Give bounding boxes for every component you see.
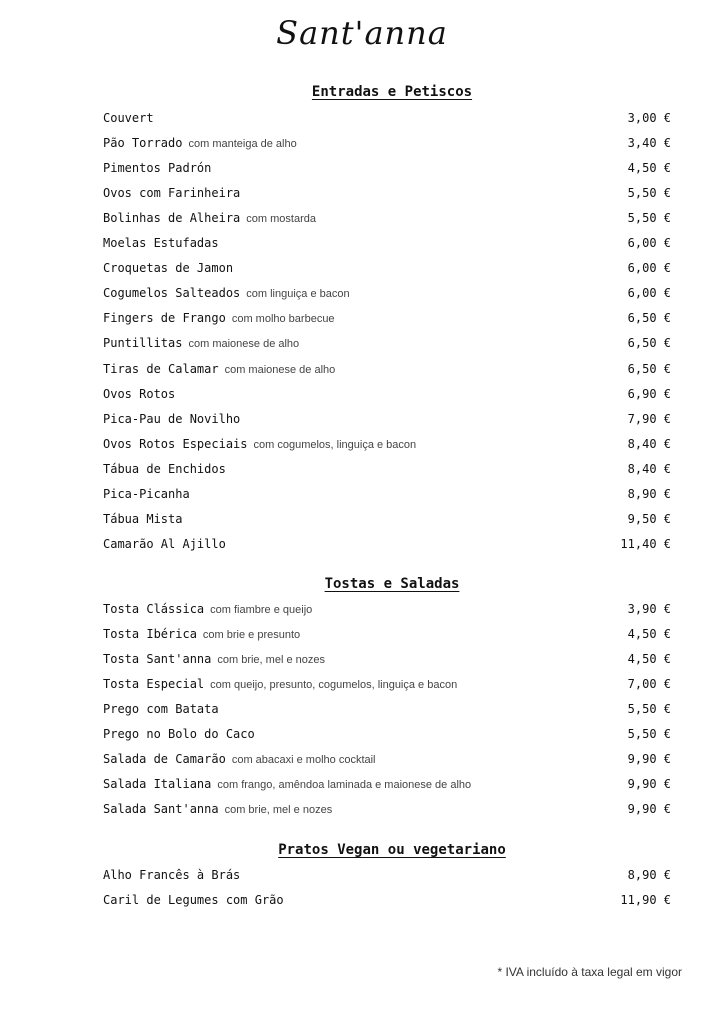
menu-item-name: Pica-Pau de Novilho (103, 411, 241, 426)
menu-item-name: Bolinhas de Alheira (103, 211, 241, 226)
vat-footnote: * IVA incluído à taxa legal em vigor (497, 965, 682, 979)
menu-item-name: Ovos Rotos Especiais (103, 436, 248, 451)
menu-item-name: Cogumelos Salteados (103, 286, 241, 301)
menu-item-text (103, 161, 211, 175)
menu-item-name: Tosta Especial (103, 677, 205, 692)
menu-item (103, 652, 671, 670)
menu-item-text (103, 627, 300, 641)
menu-item-description: com fiambre e queijo (210, 604, 313, 616)
menu-item-text (103, 211, 316, 225)
menu-item-text (103, 537, 226, 551)
menu-item-price: 5,50 € (627, 727, 671, 742)
menu-item (103, 111, 671, 129)
menu-item-price: 9,90 € (627, 802, 671, 817)
menu-item (103, 727, 671, 745)
menu-item (103, 702, 671, 720)
menu-item-text (103, 236, 219, 250)
menu-item-name: Camarão Al Ajillo (103, 536, 226, 551)
menu-item-text (103, 336, 299, 350)
menu-item-description: com linguiça e bacon (246, 288, 350, 301)
menu-item-price: 8,40 € (627, 436, 671, 451)
menu-item-name: Tosta Clássica (103, 602, 205, 616)
menu-item-name: Croquetas de Jamon (103, 261, 234, 276)
menu-item-text (103, 136, 297, 150)
menu-item-name: Salada Sant'anna (103, 802, 219, 817)
menu-item-description: com molho barbecue (231, 313, 335, 326)
menu-item-name: Caril de Legumes com Grão (103, 893, 284, 908)
menu-item-name: Salada Italiana (103, 777, 212, 792)
menu-item-description: com cogumelos, linguiça e bacon (253, 438, 417, 451)
menu-item (103, 311, 671, 329)
menu-item-text (103, 261, 233, 275)
menu-item-price: 7,00 € (627, 677, 671, 692)
menu-item-text (103, 602, 312, 616)
menu-item-text (103, 512, 182, 526)
menu-item (103, 487, 671, 505)
menu-item-text (103, 893, 284, 907)
section-title-vegan: Pratos Vegan ou vegetariano (278, 842, 506, 858)
menu-item-description: com abacaxi e molho cocktail (231, 754, 376, 767)
menu-item-price: 8,40 € (627, 461, 671, 476)
menu-item-text (103, 437, 416, 451)
menu-item-description: com frango, amêndoa laminada e maionese de alho (217, 779, 472, 792)
menu-item (103, 412, 671, 430)
menu-item-name: Pimentos Padrón (103, 161, 212, 176)
menu-item-text (103, 412, 240, 426)
menu-item (103, 512, 671, 530)
menu-item (103, 893, 671, 911)
menu-item-name: Salada de Camarão (103, 752, 226, 767)
menu-item-price: 6,00 € (627, 261, 671, 276)
menu-item (103, 387, 671, 405)
menu-item (103, 437, 671, 455)
menu-item-price: 6,50 € (627, 336, 671, 351)
menu-item (103, 286, 671, 304)
menu-item (103, 802, 671, 820)
menu-item-price: 7,90 € (627, 411, 671, 426)
menu-item-text (103, 802, 332, 816)
menu-item-text (103, 387, 175, 401)
menu-item-price: 5,50 € (627, 186, 671, 201)
menu-item-name: Moelas Estufadas (103, 236, 219, 251)
section-title-entradas: Entradas e Petiscos (311, 84, 473, 100)
menu-item-description: com maionese de alho (224, 363, 336, 376)
menu-item-price: 5,50 € (627, 211, 671, 226)
menu-item-price: 3,00 € (627, 111, 671, 125)
menu-item-description: com queijo, presunto, cogumelos, linguiça e bacon (210, 679, 458, 692)
menu-item (103, 136, 671, 154)
menu-item-name: Tábua de Enchidos (103, 461, 226, 476)
menu-item-text (103, 311, 335, 325)
menu-item-name: Prego no Bolo do Caco (103, 727, 255, 742)
menu-item-name: Tiras de Calamar (103, 361, 219, 376)
menu-item-text (103, 487, 190, 501)
menu-item (103, 261, 671, 279)
menu-item-price: 6,00 € (627, 286, 671, 301)
menu-item-text (103, 677, 457, 691)
menu-item (103, 677, 671, 695)
menu-item-description: com mostarda (246, 213, 316, 226)
menu-item-price: 8,90 € (627, 868, 671, 882)
menu-item (103, 161, 671, 179)
menu-item-price: 11,90 € (620, 893, 671, 908)
menu-item-text (103, 868, 240, 882)
menu-item-price: 3,90 € (627, 602, 671, 616)
menu-item-price: 6,50 € (627, 361, 671, 376)
menu-item-name: Pica-Picanha (103, 486, 190, 501)
menu-item-text (103, 777, 471, 791)
section-title-tostas: Tostas e Saladas (324, 576, 460, 592)
menu-item-name: Alho Francês à Brás (103, 868, 241, 882)
menu-item-description: com brie, mel e nozes (217, 654, 325, 667)
menu-item-price: 6,50 € (627, 311, 671, 326)
menu-item (103, 752, 671, 770)
menu-item-text (103, 702, 219, 716)
menu-item-name: Fingers de Frango (103, 311, 226, 326)
menu-item (103, 462, 671, 480)
menu-item-text (103, 286, 350, 300)
menu-item-text (103, 362, 335, 376)
menu-item-price: 6,90 € (627, 386, 671, 401)
menu-item-description: com brie, mel e nozes (224, 804, 333, 817)
menu-item (103, 186, 671, 204)
menu-item-text (103, 752, 376, 766)
menu-item-name: Prego com Batata (103, 702, 219, 717)
menu-item-text (103, 111, 154, 125)
menu-item (103, 627, 671, 645)
menu-item-name: Ovos com Farinheira (103, 186, 241, 201)
menu-item (103, 236, 671, 254)
menu-item-text (103, 462, 226, 476)
menu-item-name: Tábua Mista (103, 511, 183, 526)
menu-item (103, 777, 671, 795)
menu-item (103, 362, 671, 380)
menu-item (103, 537, 671, 555)
menu-item-text (103, 652, 325, 666)
menu-item-name: Couvert (103, 111, 154, 125)
menu-item-name: Puntillitas (103, 336, 183, 351)
menu-item-price: 9,90 € (627, 777, 671, 792)
menu-item-price: 8,90 € (627, 486, 671, 501)
menu-item (103, 602, 671, 620)
menu-item-text (103, 727, 255, 741)
menu-item-text (103, 186, 240, 200)
menu-item-price: 5,50 € (627, 702, 671, 717)
menu-item-name: Ovos Rotos (103, 386, 176, 401)
restaurant-logo: Sant'anna (276, 14, 448, 52)
menu-item-description: com brie e presunto (202, 629, 301, 642)
menu-item-description: com maionese de alho (188, 338, 300, 351)
menu-item-price: 11,40 € (620, 536, 671, 551)
menu-item-price: 4,50 € (627, 652, 671, 667)
menu-item-name: Tosta Ibérica (103, 627, 197, 642)
menu-item-price: 4,50 € (627, 161, 671, 176)
menu-item-name: Tosta Sant'anna (103, 652, 212, 667)
menu-item-price: 4,50 € (627, 627, 671, 642)
menu-item-price: 3,40 € (627, 136, 671, 151)
menu-item-price: 6,00 € (627, 236, 671, 251)
menu-item (103, 868, 671, 886)
menu-item (103, 336, 671, 354)
menu-item-description: com manteiga de alho (188, 138, 297, 151)
menu-item-name: Pão Torrado (103, 136, 183, 151)
menu-item (103, 211, 671, 229)
menu-item-price: 9,50 € (627, 511, 671, 526)
menu-item-price: 9,90 € (627, 752, 671, 767)
